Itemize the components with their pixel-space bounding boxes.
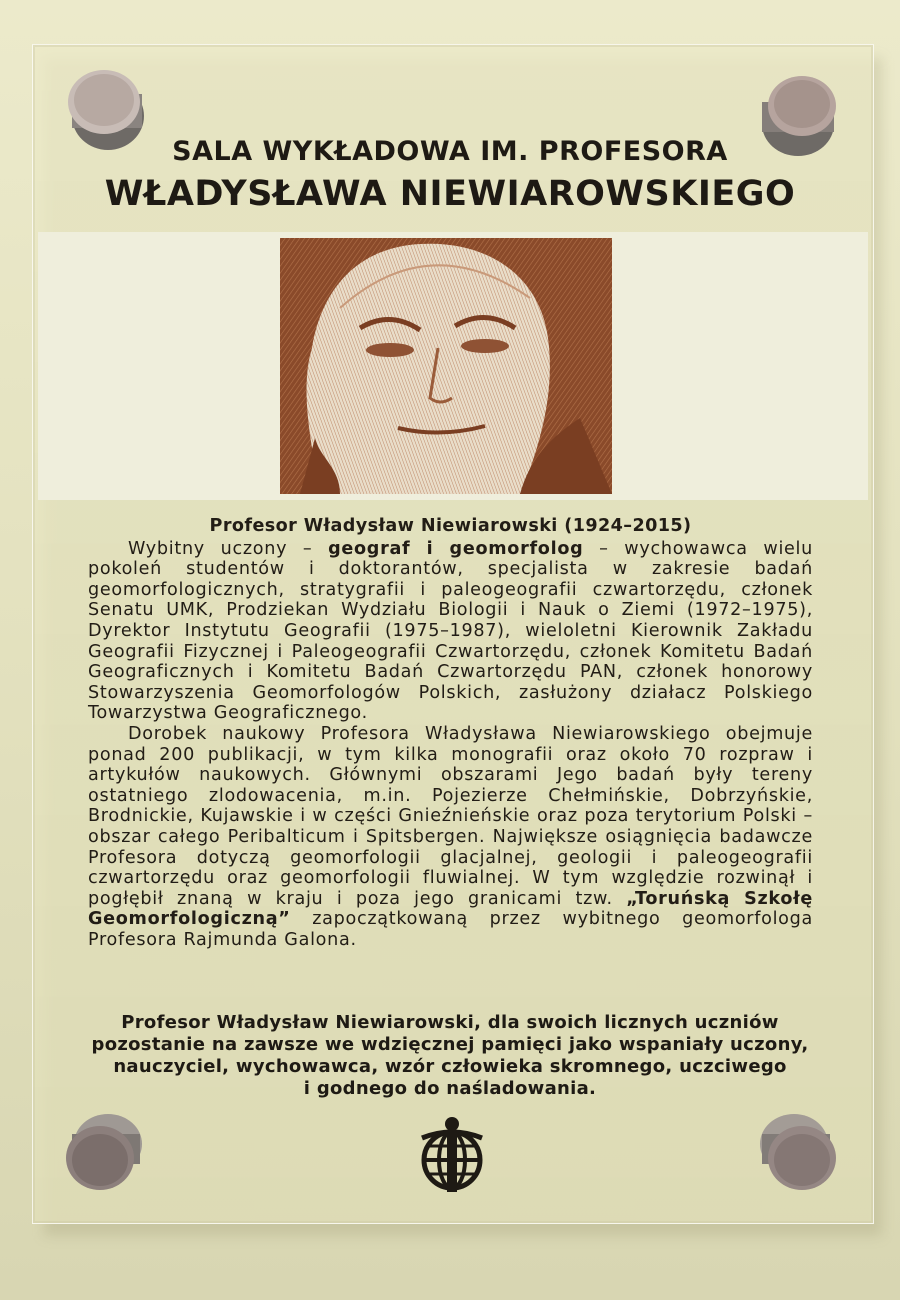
standoff-top-right-icon	[756, 70, 838, 158]
para1-emphasis: geograf i geomorfolog	[328, 538, 584, 559]
closing-statement	[80, 1012, 820, 1100]
para2-lead: Dorobek naukowy Profesora Władysława Niewiarowskiego obejmuje ponad 200 publikacji, w tym kilka monografii oraz około 70 rozpraw i artykułów naukowych. Głównymi obszarami Jego badań były tereny ostatniego zlodowacenia, m.in. Pojezierze Chełmińskie, Dobrzyńskie, Brodnickie, Kujawskie i w części Gnieźnieńskie oraz poza terytorium Polski – obszar całego Peribalticum i Spitsbergen. Największe osiągnięcia badawcze Profesora dotyczą geomorfologii glacjalnej, geologii i paleogeografii czwartorzędu oraz geomorfologii fluwialnej. W tym względzie rozwinął i pogłębił znaną w kraju i poza jego granicami tzw.	[88, 723, 813, 909]
standoff-bottom-right-icon	[756, 1104, 838, 1192]
biography	[88, 516, 813, 950]
closing-line-1: Profesor Władysław Niewiarowski, dla swoich licznych uczniów	[121, 1012, 779, 1033]
para2-rest: zapoczątkowaną przez wybitnego geomorfologa Profesora Rajmunda Galona.	[88, 909, 813, 950]
bio-title: Profesor Władysław Niewiarowski (1924–2015)	[209, 516, 692, 536]
standoff-bottom-left-icon	[62, 1104, 144, 1192]
closing-line-2: pozostanie na zawsze we wdzięcznej pamięci jako wspaniały uczony,	[91, 1034, 809, 1055]
globe-person-logo-icon	[414, 1112, 490, 1194]
plaque-heading	[40, 132, 860, 216]
closing-line-4: i godnego do naśladowania.	[303, 1078, 597, 1099]
para2-emphasis: „Toruńską Szkołę Geomorfologiczną”	[88, 888, 813, 930]
portrait-icon	[280, 238, 612, 494]
closing-line-3: nauczyciel, wychowawca, wzór człowieka skromnego, uczciwego	[113, 1056, 787, 1077]
heading-line-2: WŁADYSŁAWA NIEWIAROWSKIEGO	[104, 174, 796, 214]
bio-paragraph-1	[88, 539, 813, 724]
para1-lead: Wybitny uczony –	[128, 538, 329, 559]
standoff-top-left-icon	[64, 66, 146, 154]
para1-rest: – wychowawca wielu pokoleń studentów i doktorantów, specjalista w zakresie badań geomorfologicznych, stratygrafii i paleogeografii czwartorzędu, członek Senatu UMK, Prodziekan Wydziału Biologii i Nauk o Ziemi (1972–1975), Dyrektor Instytutu Geografii (1975–1987), wieloletni Kierownik Zakładu Geografii Fizycznej i Paleogeografii Czwartorzędu, członek Komitetu Badań Geograficznych i Komitetu Badań Czwartorzędu PAN, członek honorowy Stowarzyszenia Geomorfologów Polskich, zasłużony działacz Polskiego Towarzystwa Geograficznego.	[88, 538, 813, 724]
bio-paragraph-2	[88, 724, 813, 951]
heading-line-1: SALA WYKŁADOWA IM. PROFESORA	[172, 136, 728, 167]
